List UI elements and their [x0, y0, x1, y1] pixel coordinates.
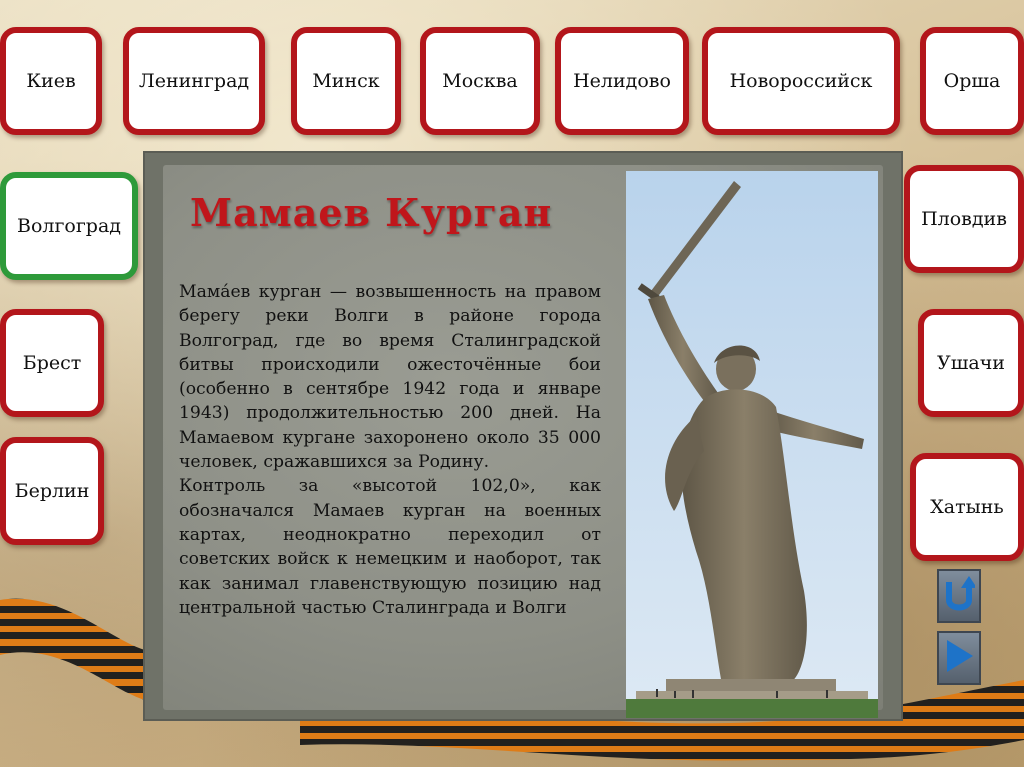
- article-title: Мамаев Курган: [190, 190, 553, 235]
- city-label: Пловдив: [921, 208, 1007, 230]
- city-button-khatyn[interactable]: [910, 453, 1024, 561]
- city-button-kiev[interactable]: [0, 27, 102, 135]
- city-label: Москва: [442, 70, 518, 92]
- city-label: Нелидово: [573, 70, 671, 92]
- article-paragraph-2: Контроль за «высотой 102,0», как обозначался Мамаев курган на военных картах, неоднократно переходил от советских войск к немецким и наоборот, так как занимал главенствующую позицию над центральной частью Сталинграда и Волги: [179, 476, 601, 618]
- city-label: Минск: [312, 70, 380, 92]
- city-button-brest[interactable]: [0, 309, 104, 417]
- motherland-statue-photo: [626, 171, 878, 718]
- city-label: Берлин: [14, 480, 90, 502]
- city-label: Волгоград: [16, 215, 121, 237]
- city-button-plovdiv[interactable]: [904, 165, 1024, 273]
- city-button-berlin[interactable]: [0, 437, 104, 545]
- article-text: [179, 280, 601, 620]
- city-button-moskva[interactable]: [420, 27, 540, 135]
- return-button[interactable]: [937, 569, 981, 623]
- city-button-ushachi[interactable]: [918, 309, 1024, 417]
- city-button-minsk[interactable]: [291, 27, 401, 135]
- city-label: Новороссийск: [729, 70, 873, 92]
- city-button-leningrad[interactable]: [123, 27, 265, 135]
- play-triangle-icon: [943, 638, 975, 678]
- city-button-volgograd[interactable]: [0, 172, 138, 280]
- city-label: Хатынь: [930, 496, 1004, 518]
- city-button-novorossiysk[interactable]: [702, 27, 900, 135]
- city-button-nelidovo[interactable]: [555, 27, 689, 135]
- article-paragraph-1: Мама́ев курган — возвышенность на правом берегу реки Волги в районе города Волгоград, где во время Сталинградской битвы происходили ожесточённые бои (особенно в сентябре 1942 года и январе 1943) продолжительностью 200 дней. На Мамаевом кургане захоронено около 35 000 человек, сражавшихся за Родину.: [179, 282, 601, 473]
- city-label: Киев: [26, 70, 76, 92]
- return-arrow-icon: [943, 574, 975, 618]
- next-button[interactable]: [937, 631, 981, 685]
- city-label: Брест: [22, 352, 82, 374]
- city-label: Ленинград: [138, 70, 250, 92]
- city-label: Орша: [943, 70, 1001, 92]
- city-label: Ушачи: [937, 352, 1005, 374]
- city-button-orsha[interactable]: [920, 27, 1024, 135]
